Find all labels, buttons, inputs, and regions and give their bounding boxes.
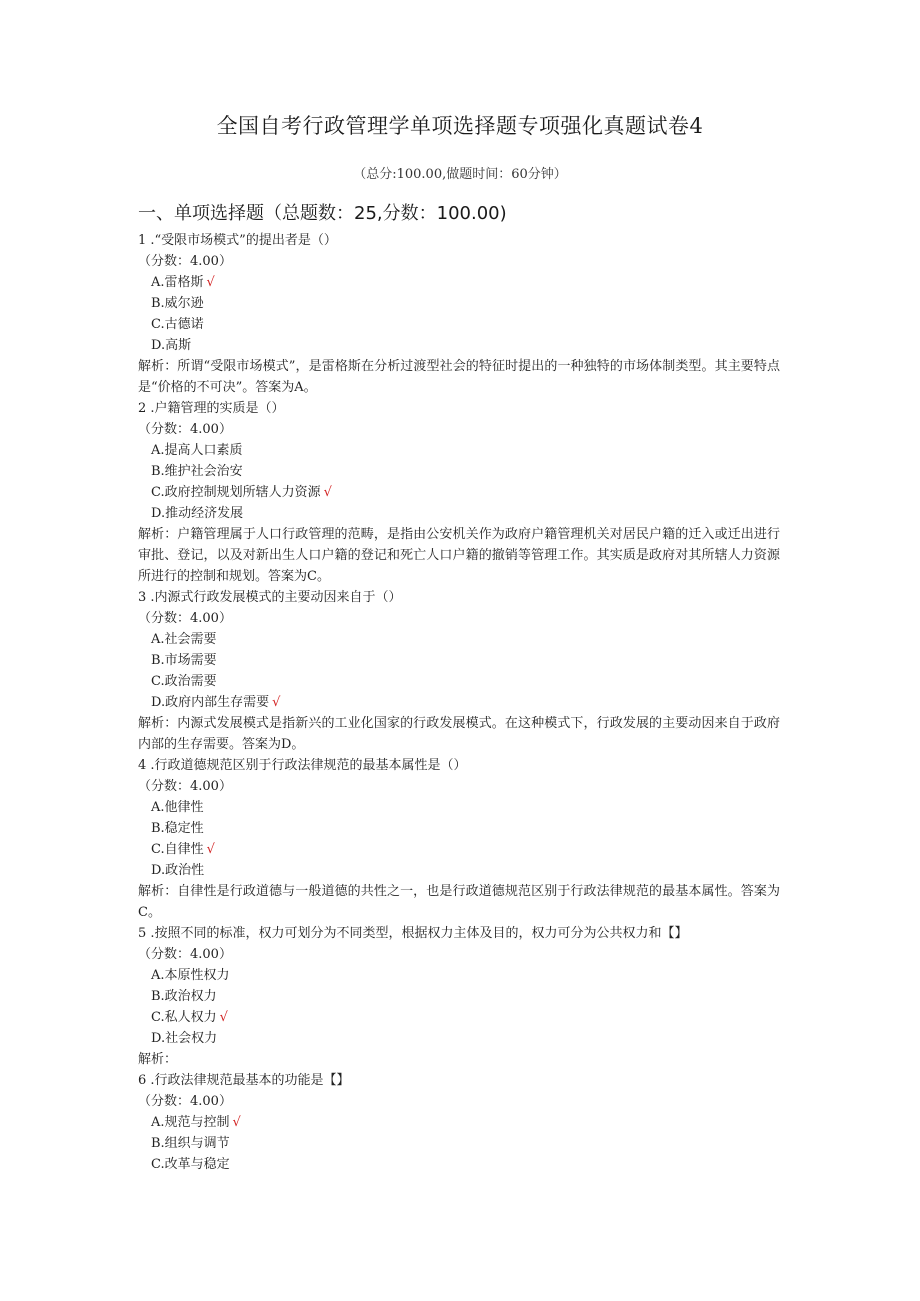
option-label: A.雷格斯 — [151, 275, 204, 290]
answer-option — [138, 1028, 780, 1049]
correct-check-icon: √ — [272, 695, 281, 710]
question-score: （分数：4.00） — [138, 779, 232, 794]
correct-check-icon: √ — [206, 842, 215, 857]
answer-option — [138, 1112, 780, 1133]
correct-check-icon: √ — [206, 275, 215, 290]
question-stem: 1 .“受限市场模式”的提出者是（） — [138, 233, 337, 248]
question-list — [138, 230, 780, 1175]
option-label: B.威尔逊 — [151, 296, 204, 311]
answer-analysis: 解析： — [138, 1052, 178, 1067]
question-stem: 2 .户籍管理的实质是（） — [138, 401, 285, 416]
option-label: C.古德诺 — [151, 317, 204, 332]
option-label: B.市场需要 — [151, 653, 217, 668]
question-stem: 4 .行政道德规范区别于行政法律规范的最基本属性是（） — [138, 758, 467, 773]
question-block — [138, 755, 780, 923]
answer-option — [138, 461, 780, 482]
option-label: A.规范与控制 — [151, 1115, 230, 1130]
answer-analysis: 解析：自律性是行政道德与一般道德的共性之一，也是行政道德规范区别于行政法律规范的最基本属性。答案为C。 — [138, 884, 780, 920]
answer-option — [138, 629, 780, 650]
answer-option — [138, 818, 780, 839]
option-label: B.维护社会治安 — [151, 464, 243, 479]
option-label: A.本原性权力 — [151, 968, 230, 983]
answer-option — [138, 335, 780, 356]
answer-option — [138, 503, 780, 524]
answer-option — [138, 965, 780, 986]
answer-option — [138, 797, 780, 818]
option-label: A.提高人口素质 — [151, 443, 243, 458]
option-label: C.政治需要 — [151, 674, 217, 689]
answer-option — [138, 293, 780, 314]
option-label: C.改革与稳定 — [151, 1157, 230, 1172]
option-label: C.政府控制规划所辖人力资源 — [151, 485, 321, 500]
page-title: 全国自考行政管理学单项选择题专项强化真题试卷4 — [216, 114, 704, 138]
answer-option — [138, 650, 780, 671]
option-label: B.稳定性 — [151, 821, 204, 836]
correct-check-icon: √ — [219, 1010, 228, 1025]
option-label: B.组织与调节 — [151, 1136, 230, 1151]
question-block — [138, 587, 780, 755]
question-block — [138, 923, 780, 1070]
question-stem: 3 .内源式行政发展模式的主要动因来自于（） — [138, 590, 402, 605]
question-block — [138, 1070, 780, 1175]
option-label: D.政治性 — [151, 863, 205, 878]
correct-check-icon: √ — [232, 1115, 241, 1130]
answer-option — [138, 1133, 780, 1154]
answer-option — [138, 314, 780, 335]
question-score: （分数：4.00） — [138, 611, 232, 626]
answer-option — [138, 671, 780, 692]
option-label: D.社会权力 — [151, 1031, 218, 1046]
correct-check-icon: √ — [323, 485, 332, 500]
question-stem: 6 .行政法律规范最基本的功能是【】 — [138, 1073, 350, 1088]
answer-option — [138, 986, 780, 1007]
option-label: A.他律性 — [151, 800, 204, 815]
question-score: （分数：4.00） — [138, 1094, 232, 1109]
answer-option — [138, 692, 780, 713]
question-score: （分数：4.00） — [138, 254, 232, 269]
option-label: D.推动经济发展 — [151, 506, 244, 521]
answer-option — [138, 1154, 780, 1175]
section-heading: 一、单项选择题（总题数：25,分数：100.00) — [138, 203, 507, 224]
question-score: （分数：4.00） — [138, 422, 232, 437]
answer-option — [138, 1007, 780, 1028]
question-block — [138, 230, 780, 398]
answer-analysis: 解析：所谓“受限市场模式”，是雷格斯在分析过渡型社会的特征时提出的一种独特的市场体制类型。其主要特点是“价格的不可决”。答案为A。 — [138, 359, 780, 395]
answer-option — [138, 272, 780, 293]
question-block — [138, 398, 780, 587]
option-label: A.社会需要 — [151, 632, 217, 647]
answer-analysis: 解析：内源式发展模式是指新兴的工业化国家的行政发展模式。在这种模式下，行政发展的主要动因来自于政府内部的生存需要。答案为D。 — [138, 716, 780, 752]
question-stem: 5 .按照不同的标准，权力可划分为不同类型，根据权力主体及目的，权力可分为公共权力和【】 — [138, 926, 688, 941]
answer-option — [138, 839, 780, 860]
option-label: C.私人权力 — [151, 1010, 217, 1025]
option-label: D.政府内部生存需要 — [151, 695, 270, 710]
answer-option — [138, 440, 780, 461]
exam-meta: （总分:100.00,做题时间：60分钟） — [353, 167, 567, 182]
answer-option — [138, 860, 780, 881]
question-score: （分数：4.00） — [138, 947, 232, 962]
answer-analysis: 解析：户籍管理属于人口行政管理的范畴，是指由公安机关作为政府户籍管理机关对居民户籍的迁入或迁出进行审批、登记，以及对新出生人口户籍的登记和死亡人口户籍的撤销等管理工作。其实质是政府对其所辖人力资源所进行的控制和规划。答案为C。 — [138, 527, 780, 584]
option-label: C.自律性 — [151, 842, 204, 857]
answer-option — [138, 482, 780, 503]
option-label: D.高斯 — [151, 338, 192, 353]
option-label: B.政治权力 — [151, 989, 217, 1004]
